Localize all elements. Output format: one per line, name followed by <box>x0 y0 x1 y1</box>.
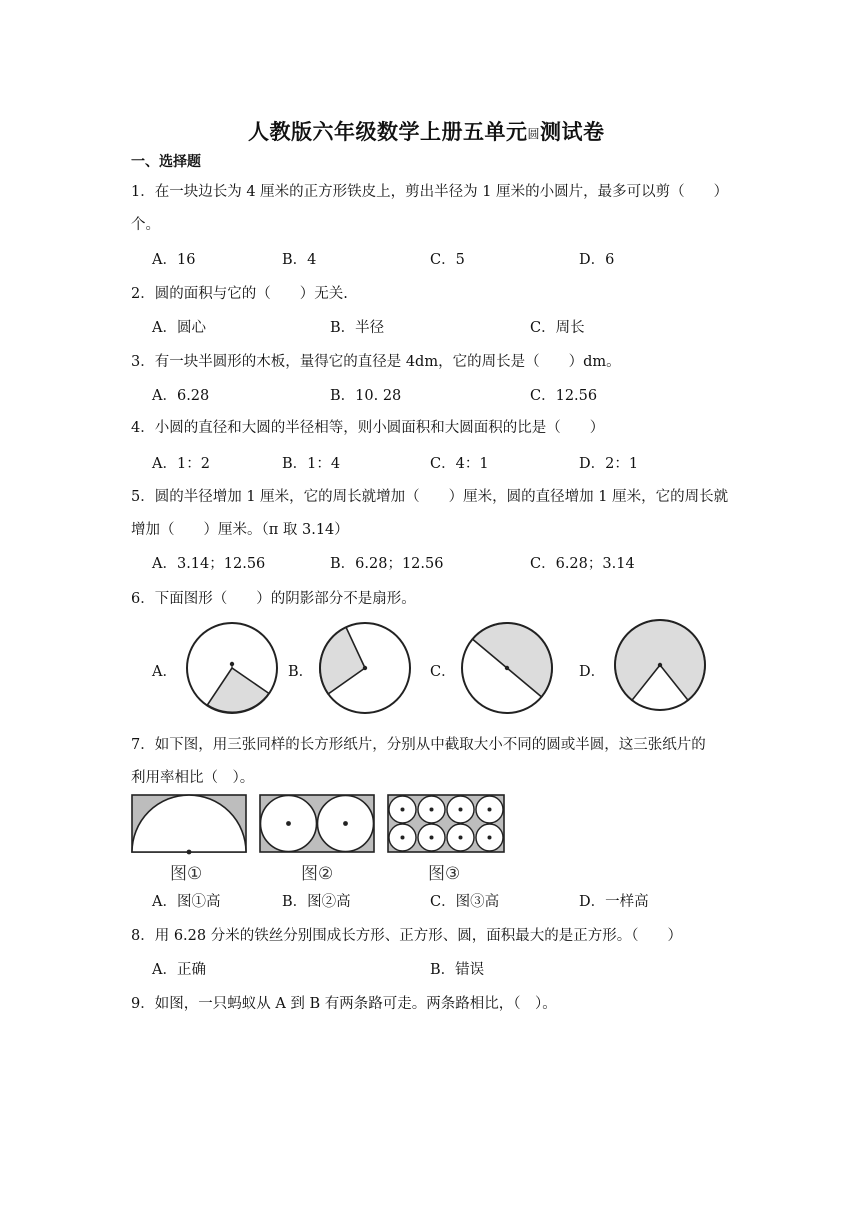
question-4-option-b[interactable]: B．1：4 <box>282 456 341 472</box>
question-7-option-a[interactable]: A．图①高 <box>152 894 221 910</box>
question-6-option-d[interactable]: D． <box>579 664 606 680</box>
q7-small-center <box>401 836 405 840</box>
q6-figure-b-sector <box>320 627 365 694</box>
question-6-option-a[interactable]: A． <box>152 664 177 680</box>
q6-figure-a-center <box>230 662 234 666</box>
question-6-text: 6．下面图形（ ）的阴影部分不是扇形。 <box>131 591 416 607</box>
question-1-option-b[interactable]: B．4 <box>282 252 317 268</box>
question-8-option-a[interactable]: A．正确 <box>152 962 206 978</box>
question-1-option-c[interactable]: C．5 <box>430 252 465 268</box>
question-1-option-d[interactable]: D．6 <box>579 252 615 268</box>
question-4-option-a[interactable]: A．1：2 <box>152 456 210 472</box>
question-6-option-b[interactable]: B． <box>288 664 314 680</box>
q6-figure-a <box>182 618 282 718</box>
q7-small-center <box>488 808 492 812</box>
question-7-text: 7．如下图，用三张同样的长方形纸片，分别从中截取大小不同的圆或半圆，这三张纸片的 <box>131 737 706 753</box>
q6-figure-d-center <box>658 663 662 667</box>
question-7-option-b[interactable]: B．图②高 <box>282 894 351 910</box>
question-5-text-cont: 增加（ ）厘米。（π 取 3.14） <box>131 522 349 538</box>
q7-figure-2-center-left <box>286 821 291 826</box>
q7-figure-2 <box>259 794 375 854</box>
question-5-option-a[interactable]: A．3.14；12.56 <box>152 556 266 572</box>
question-7-option-c[interactable]: C．图③高 <box>430 894 500 910</box>
q6-figure-c <box>457 618 557 718</box>
q6-figure-a-sector <box>207 668 269 712</box>
question-3-option-b[interactable]: B．10. 28 <box>330 388 402 404</box>
title-main-b: 测试卷 <box>540 119 605 144</box>
question-4-option-c[interactable]: C．4：1 <box>430 456 489 472</box>
q6-figure-c-semicircle <box>473 623 553 697</box>
q7-small-center <box>430 808 434 812</box>
q7-figure-2-center-right <box>343 821 348 826</box>
section-heading: 一、选择题 <box>131 154 201 170</box>
q7-caption-3: 图③ <box>428 864 461 884</box>
question-1-text-cont: 个。 <box>131 217 160 233</box>
q7-small-center <box>401 808 405 812</box>
question-6-option-c[interactable]: C． <box>430 664 456 680</box>
q7-small-center <box>459 836 463 840</box>
question-2-option-b[interactable]: B．半径 <box>330 320 385 336</box>
question-2-option-a[interactable]: A．圆心 <box>152 320 206 336</box>
question-7-option-d[interactable]: D．一样高 <box>579 894 649 910</box>
q7-small-center <box>459 808 463 812</box>
q7-figure-1 <box>131 794 247 854</box>
q7-small-center <box>430 836 434 840</box>
question-4-option-d[interactable]: D．2：1 <box>579 456 639 472</box>
title-main-a: 人教版六年级数学上册五单元 <box>248 119 528 144</box>
question-3-option-a[interactable]: A．6.28 <box>152 388 210 404</box>
question-2-option-c[interactable]: C．周长 <box>530 320 585 336</box>
q7-caption-1: 图① <box>170 864 203 884</box>
question-5-option-c[interactable]: C．6.28；3.14 <box>530 556 635 572</box>
question-3-text: 3．有一块半圆形的木板，量得它的直径是 4dm，它的周长是（ ）dm。 <box>131 354 621 370</box>
question-7-text-cont: 利用率相比（ ）。 <box>131 770 255 786</box>
q6-figure-b-center <box>363 666 367 670</box>
question-5-text: 5．圆的半径增加 1 厘米，它的周长就增加（ ）厘米，圆的直径增加 1 厘米，它的周长就 <box>131 489 729 505</box>
q6-figure-c-center <box>505 666 509 670</box>
question-1-text: 1．在一块边长为 4 厘米的正方形铁皮上，剪出半径为 1 厘米的小圆片，最多可以剪（ ） <box>131 184 729 200</box>
question-8-option-b[interactable]: B．错误 <box>430 962 485 978</box>
q6-figure-d <box>610 615 710 715</box>
q7-small-center <box>488 836 492 840</box>
q7-figure-1-center <box>187 850 192 855</box>
q7-figure-3 <box>387 794 505 854</box>
q6-figure-b <box>315 618 415 718</box>
question-3-option-c[interactable]: C．12.56 <box>530 388 598 404</box>
question-1-option-a[interactable]: A．16 <box>152 252 196 268</box>
question-8-text: 8．用 6.28 分米的铁丝分别围成长方形、正方形、圆，面积最大的是正方形。（ ） <box>131 928 682 944</box>
question-9-text: 9．如图，一只蚂蚁从 A 到 B 有两条路可走。两条路相比，（ ）。 <box>131 996 557 1012</box>
question-4-text: 4．小圆的直径和大圆的半径相等，则小圆面积和大圆面积的比是（ ） <box>131 420 605 436</box>
q7-caption-2: 图② <box>301 864 334 884</box>
page-title <box>248 116 605 146</box>
question-2-text: 2．圆的面积与它的（ ）无关. <box>131 286 348 302</box>
question-5-option-b[interactable]: B．6.28；12.56 <box>330 556 444 572</box>
title-small: 圆 <box>527 127 541 141</box>
